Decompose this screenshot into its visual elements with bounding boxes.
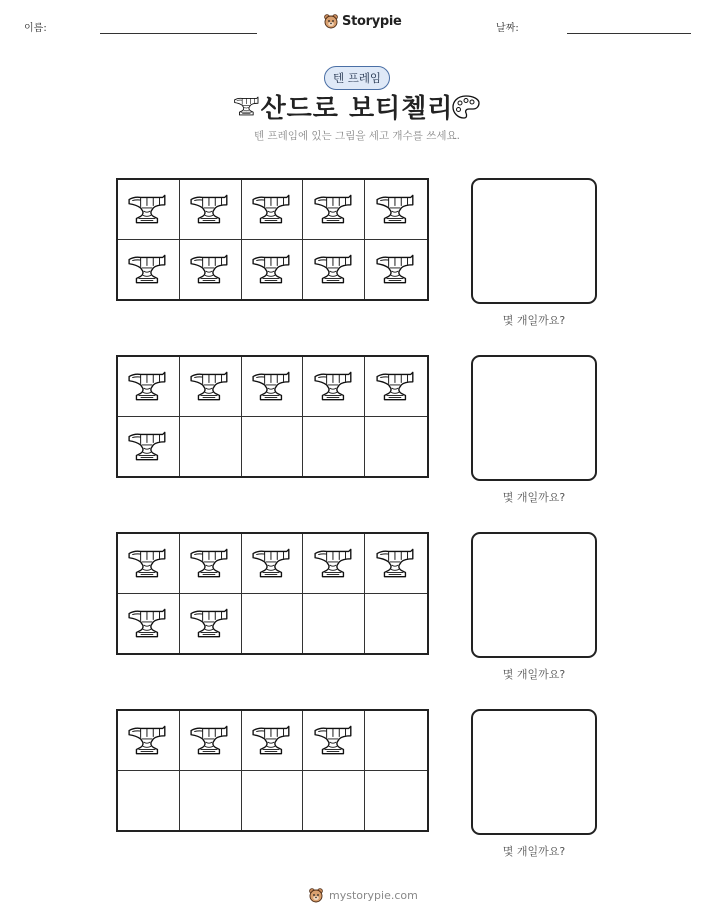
ten-frame-cell [118, 594, 180, 654]
anvil-icon [375, 369, 417, 403]
ten-frame-cell [242, 180, 304, 240]
anvil-icon [313, 192, 355, 226]
ten-frame-cell [365, 357, 427, 417]
anvil-icon [313, 723, 355, 757]
page-title: 산드로 보티첼리 [260, 94, 454, 124]
anvil-icon [127, 723, 169, 757]
ten-frame-cell [365, 180, 427, 240]
ten-frame-cell [242, 417, 304, 477]
anvil-icon [313, 546, 355, 580]
anvil-icon [375, 546, 417, 580]
ten-frame [116, 355, 429, 478]
ten-frame-cell [118, 771, 180, 831]
question-label: 몇 개일까요? [502, 845, 566, 858]
ten-frame-cell [118, 534, 180, 594]
ten-frame-cell [118, 417, 180, 477]
ten-frame-cell [242, 534, 304, 594]
answer-box[interactable] [471, 355, 597, 481]
anvil-icon [189, 723, 231, 757]
date-label: 날짜: [496, 23, 519, 34]
anvil-icon [313, 252, 355, 286]
anvil-icon [251, 546, 293, 580]
ten-frame-cell [180, 417, 242, 477]
anvil-icon [189, 252, 231, 286]
anvil-icon [251, 369, 293, 403]
anvil-icon [313, 369, 355, 403]
footer-url[interactable]: mystorypie.com [329, 888, 418, 902]
ten-frame [116, 532, 429, 655]
ten-frame-cell [365, 711, 427, 771]
footer [308, 887, 418, 903]
ten-frame-cell [303, 180, 365, 240]
anvil-icon [251, 192, 293, 226]
ten-frame-cell [303, 711, 365, 771]
anvil-icon [189, 369, 231, 403]
ten-frame-cell [365, 594, 427, 654]
ten-frame-cell [242, 594, 304, 654]
ten-frame-cell [180, 534, 242, 594]
ten-frame-cell [365, 534, 427, 594]
ten-frame-cell [242, 240, 304, 300]
ten-frame [116, 709, 429, 832]
anvil-icon [189, 606, 231, 640]
name-line[interactable] [100, 33, 257, 34]
anvil-icon [375, 192, 417, 226]
anvil-icon [375, 252, 417, 286]
anvil-icon [251, 723, 293, 757]
brand-logo [323, 13, 402, 29]
ten-frame-cell [242, 357, 304, 417]
anvil-icon [127, 606, 169, 640]
question-label: 몇 개일까요? [502, 314, 566, 327]
ten-frame-cell [303, 534, 365, 594]
ten-frame-cell [303, 357, 365, 417]
ten-frame-cell [180, 240, 242, 300]
ten-frame-cell [118, 180, 180, 240]
ten-frame-cell [303, 771, 365, 831]
ten-frame-cell [365, 417, 427, 477]
answer-box[interactable] [471, 532, 597, 658]
anvil-icon [251, 252, 293, 286]
ten-frame-cell [118, 357, 180, 417]
ten-frame [116, 178, 429, 301]
anvil-icon [127, 546, 169, 580]
ten-frame-cell [242, 771, 304, 831]
ten-frame-cell [365, 771, 427, 831]
bear-mascot-icon [323, 13, 339, 29]
ten-frame-cell [242, 711, 304, 771]
anvil-icon [127, 192, 169, 226]
date-line[interactable] [567, 33, 691, 34]
instructions: 텐 프레임에 있는 그림을 세고 개수를 쓰세요. [254, 130, 460, 142]
bear-mascot-icon [308, 887, 324, 903]
topic-badge: 텐 프레임 [324, 66, 390, 90]
anvil-icon [189, 192, 231, 226]
anvil-icon [127, 429, 169, 463]
brand-name: Storypie [342, 13, 402, 29]
ten-frame-cell [118, 240, 180, 300]
ten-frame-cell [303, 417, 365, 477]
question-label: 몇 개일까요? [502, 668, 566, 681]
ten-frame-cell [180, 594, 242, 654]
anvil-icon [127, 252, 169, 286]
name-label: 이름: [24, 23, 47, 34]
ten-frame-cell [303, 594, 365, 654]
ten-frame-cell [180, 771, 242, 831]
ten-frame-cell [180, 357, 242, 417]
anvil-icon [127, 369, 169, 403]
palette-icon [451, 94, 481, 120]
answer-box[interactable] [471, 178, 597, 304]
anvil-icon [189, 546, 231, 580]
answer-box[interactable] [471, 709, 597, 835]
ten-frame-cell [365, 240, 427, 300]
ten-frame-cell [118, 711, 180, 771]
ten-frame-cell [180, 180, 242, 240]
ten-frame-cell [180, 711, 242, 771]
question-label: 몇 개일까요? [502, 491, 566, 504]
ten-frame-cell [303, 240, 365, 300]
